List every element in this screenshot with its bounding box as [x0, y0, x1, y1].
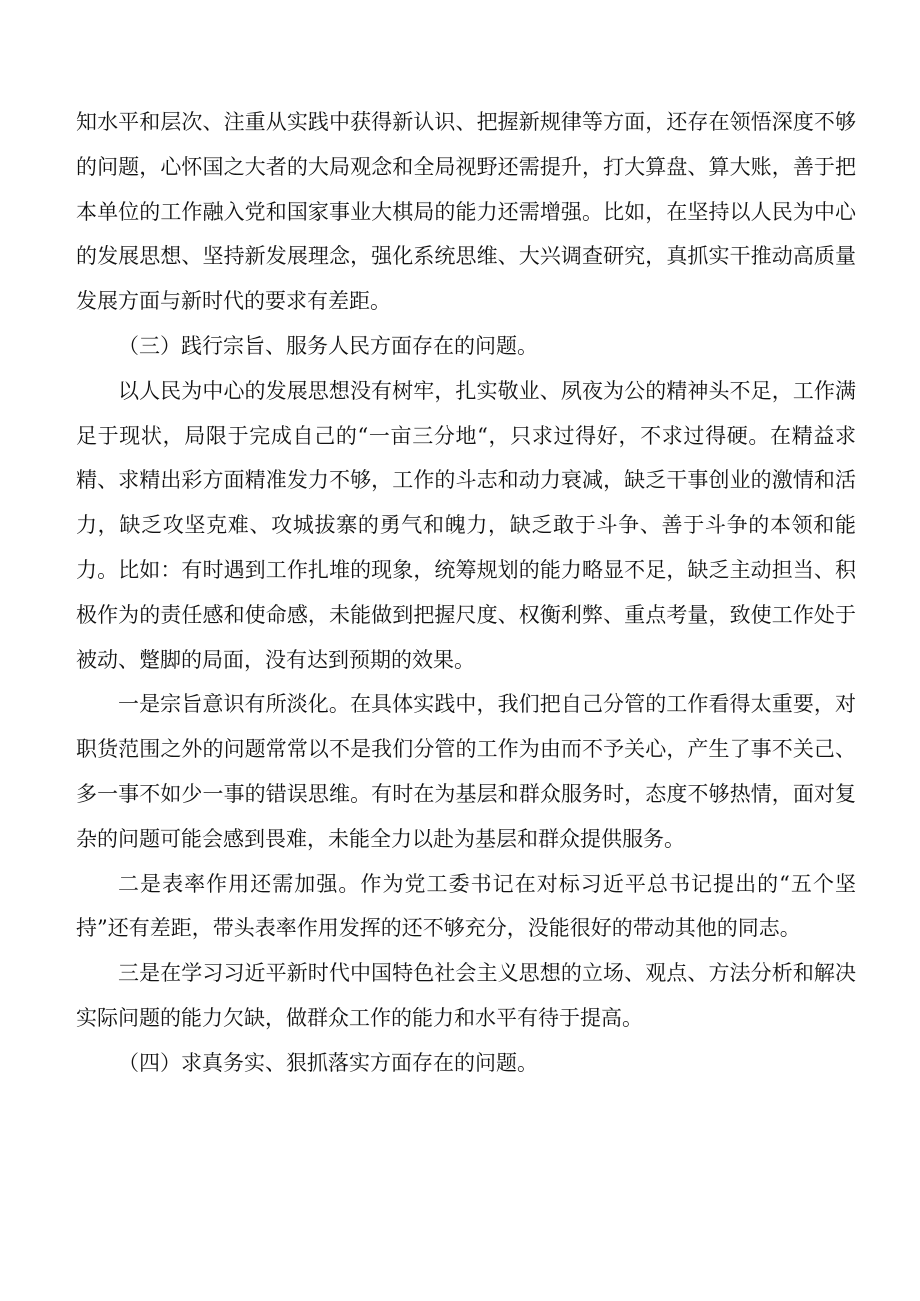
section-heading-3: （三）践行宗旨、服务人民方面存在的问题。 [118, 333, 538, 358]
document-body [76, 100, 856, 1086]
paragraph-point-3: 三是在学习习近平新时代中国特色社会主义思想的立场、观点、方法分析和解决实际问题的能力欠缺，做群众工作的能力和水平有待于提高。 [76, 961, 856, 1030]
paragraph-continuation: 知水平和层次、注重从实践中获得新认识、把握新规律等方面，还存在领悟深度不够的问题，心怀国之大者的大局观念和全局视野还需提升，打大算盘、算大账，善于把本单位的工作融入党和国家事业大棋局的能力还需增强。比如，在坚持以人民为中心的发展思想、坚持新发展理念，强化系统思维、大兴调查研究，真抓实干推动高质量发展方面与新时代的要求有差距。 [76, 110, 856, 314]
paragraph-body: 以人民为中心的发展思想没有树牢，扎实敬业、夙夜为公的精神头不足，工作满足于现状，局限于完成自己的“一亩三分地“，只求过得好，不求过得硬。在精益求精、求精出彩方面精准发力不够，工作的斗志和动力衰减，缺乏干事创业的激情和活力，缺乏攻坚克难、攻城拔寨的勇气和魄力，缺乏敢于斗争、善于斗争的本领和能力。比如：有时遇到工作扎堆的现象，统筹规划的能力略显不足，缺乏主动担当、积极作为的责任感和使命感，未能做到把握尺度、权衡利弊、重点考量，致使工作处于被动、蹩脚的局面，没有达到预期的效果。 [76, 378, 856, 672]
section-heading-4: （四）求真务实、狠抓落实方面存在的问题。 [118, 1050, 538, 1075]
paragraph-point-1: 一是宗旨意识有所淡化。在具体实践中，我们把自己分管的工作看得太重要，对职货范围之外的问题常常以不是我们分管的工作为由而不予关心，产生了事不关己、多一事不如少一事的错误思维。有时在为基层和群众服务时，态度不够热情，面对复杂的问题可能会感到畏难，未能全力以赴为基层和群众提供服务。 [76, 692, 856, 851]
paragraph-point-2: 二是表率作用还需加强。作为党工委书记在对标习近平总书记提出的“五个坚持”还有差距，带头表率作用发挥的还不够充分，没能很好的带动其他的同志。 [76, 871, 856, 941]
